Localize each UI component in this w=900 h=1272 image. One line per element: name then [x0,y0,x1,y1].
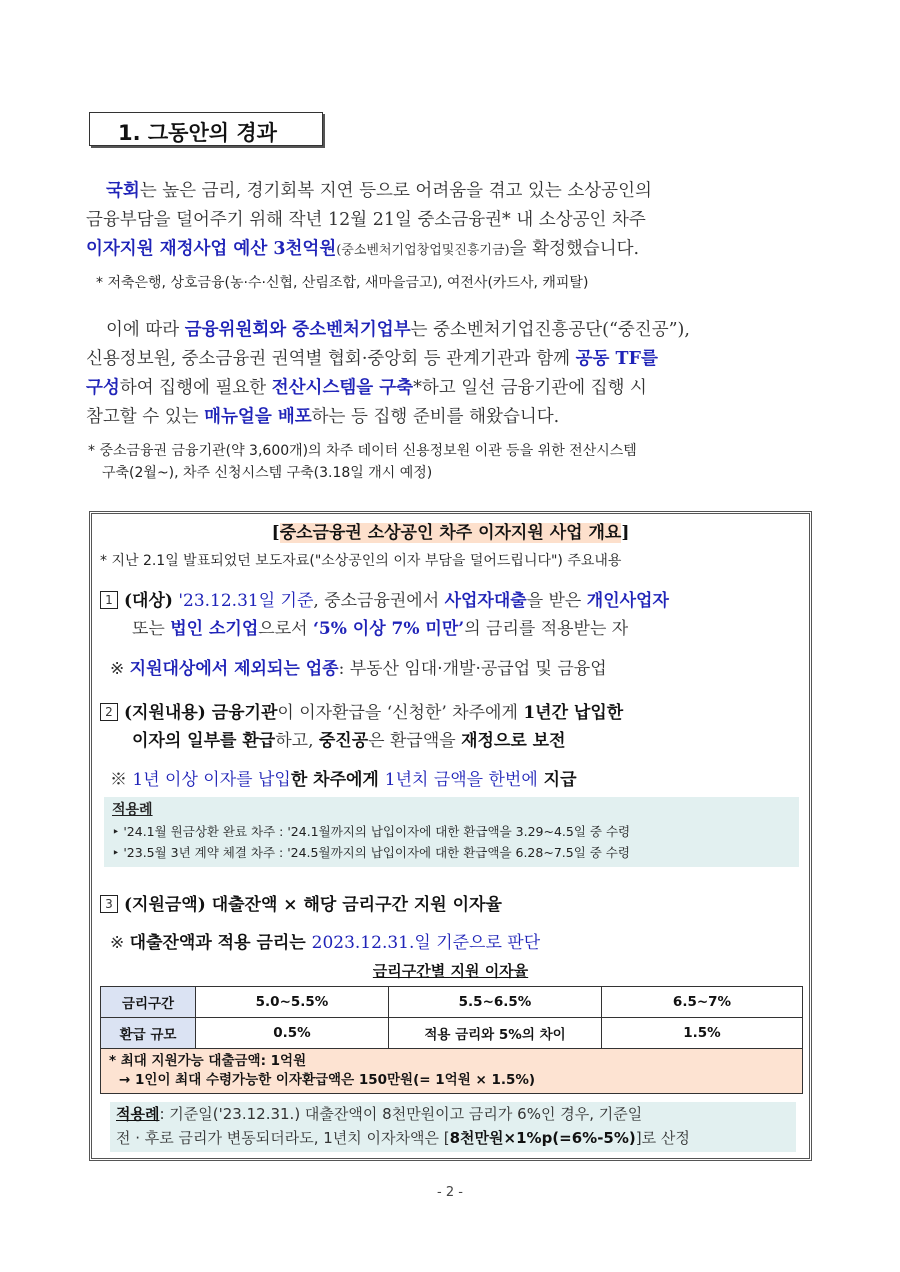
table-cell: 6.5~7% [602,987,803,1018]
item2-line2 [132,726,566,751]
para2-manual: 매뉴얼을 배포 [204,407,312,427]
item3-example-title: 적용례 [116,1105,160,1123]
number-box-icon: 3 [100,895,118,913]
item2-institution: 금융기관 [205,703,278,723]
table-cell: 5.5~6.5% [389,987,602,1018]
table-note [101,1049,803,1094]
reference-mark-icon: ※ [110,770,133,790]
item1-date: '23.12.31일 기준 [172,591,314,611]
item1-corp: 법인 소기업 [170,619,259,639]
paragraph-1 [86,177,816,265]
number-box-icon: 1 [100,591,118,609]
para2-line4 [86,403,816,432]
reference-mark-icon: ※ [110,659,130,679]
para2-line3 [86,374,816,403]
item2-fiscal: 재정으로 보전 [461,731,566,751]
item2-refund: 이자의 일부를 환급 [132,731,276,751]
item2-paid: 1년간 납입한 [523,703,624,723]
item2-ref-b: 한 차주에게 [290,770,385,790]
item1-line2 [132,614,628,639]
summary-box-title [92,518,809,543]
para1-line3 [86,235,816,265]
para2-agencies: 금융위원회와 중소벤처기업부 [184,320,411,340]
item2-agency: 중진공 [318,731,369,751]
item1-loan: 사업자대출 [444,591,527,611]
table-note-line1: * 최대 지원가능 대출금액: 1억원 [109,1053,307,1069]
item1-text: 또는 [132,619,171,639]
number-box-icon: 2 [100,703,118,721]
item1-line1 [100,586,669,611]
para2-text: 신용정보원, 중소금융권 권역별 협회·중앙회 등 관계기관과 함께 [86,349,576,369]
item1-text: 으로서 [258,619,313,639]
item3-ref-b: 2023.12.31.일 기준으로 판단 [311,933,541,953]
paragraph-2 [86,316,816,432]
para2-text: 이에 따라 [106,320,185,340]
summary-subnote: * 지난 2.1일 발표되었던 보도자료("소상공인의 이자 부담을 덜어드립니다") 주요내용 [100,553,622,569]
table-row [101,1018,803,1049]
item1-excluded: 지원대상에서 제외되는 업종 [129,659,339,679]
item2-text: 이 이자환급을 ‘신청한’ 차주에게 [277,703,524,723]
item1-tag: (대상) [124,591,173,611]
para1-emphasis: 국회 [106,181,140,201]
item3-example-text: : 기준일('23.12.31.) 대출잔액이 8천만원이고 금리가 6%인 경우, 기준일 [159,1105,643,1123]
item1-text: : 부동산 임대·개발·공급업 및 금융업 [338,659,607,679]
item1-rate: ‘5% 이상 7% 미만’ [312,619,465,639]
item2-ref-c: 1년치 금액을 한번에 [384,770,538,790]
para2-line2 [86,345,816,374]
bracket-close: ] [621,523,630,543]
section-title: 1. 그동안의 경과 [89,112,323,146]
item3-line1 [100,890,502,915]
item3-example-text: ]로 산정 [635,1129,690,1147]
item3-formula: 대출잔액 × 해당 금리구간 지원 이자율 [205,895,502,915]
example-row: ‣ '24.1월 원금상환 완료 차주 : '24.1월까지의 납입이자에 대한 환급액을 3.29~4.5일 중 수령 [112,824,631,839]
page-number: - 2 - [437,1185,463,1200]
para2-footnote-line2: 구축(2월~), 차주 신청시스템 구축(3.18일 개시 예정) [102,465,433,481]
summary-box [89,511,812,1161]
item3-example-line2 [116,1126,790,1150]
item2-text: 은 환급액을 [368,731,462,751]
para1-fund: (중소벤처기업창업및진흥기금) [336,243,510,258]
item1-text: , 중소금융권에서 [313,591,445,611]
item2-ref-a: 1년 이상 이자를 납입 [132,770,291,790]
table-header-cell: 금리구간 [101,987,196,1018]
para2-line1 [86,316,816,345]
para2-footnote-line1: * 중소금융권 금융기관(약 3,600개)의 차주 데이터 신용정보원 이관 등을 위한 전산시스템 [88,443,637,459]
item3-example-calc: 8천만원×1%p(=6%-5%) [449,1129,636,1147]
item2-line1 [100,698,623,723]
para1-line1 [86,177,816,206]
table-cell: 0.5% [196,1018,389,1049]
item3-tag: (지원금액) [124,895,206,915]
para1-text: 는 높은 금리, 경기회복 지연 등으로 어려움을 겪고 있는 소상공인의 [139,181,652,201]
para2-system: 전산시스템을 구축 [271,378,414,398]
item1-text: 을 받은 [526,591,587,611]
item1-text: 의 금리를 적용받는 자 [464,619,629,639]
rate-table-title: 금리구간별 지원 이자율 [372,962,529,980]
rate-table [100,986,803,1094]
item3-ref-a: 대출잔액과 적용 금리는 [129,933,312,953]
item1-individual: 개인사업자 [586,591,669,611]
table-row [101,987,803,1018]
para2-footnote [88,440,818,484]
para2-text: 는 중소벤처기업진흥공단(“중진공”), [410,320,690,340]
para2-text: *하고 일선 금융기관에 집행 시 [413,378,647,398]
summary-title-text: 중소금융권 소상공인 차주 이자지원 사업 개요 [279,523,622,543]
table-note-line2: → 1인이 최대 수령가능한 이자환급액은 150만원(= 1억원 × 1.5%) [119,1072,536,1088]
item3-example-box [110,1102,796,1152]
item3-ref [110,928,540,953]
para2-text: 참고할 수 있는 [86,407,205,427]
table-cell: 적용 금리와 5%의 차이 [389,1018,602,1049]
para2-tf-end: 구성 [86,378,120,398]
para1-line2: 금융부담을 덜어주기 위해 작년 12월 21일 중소금융권* 내 소상공인 차주 [86,210,646,230]
item3-example-text: 전 · 후로 금리가 변동되더라도, 1년치 이자차액은 [ [116,1129,450,1147]
para2-tf: 공동 TF를 [575,349,658,369]
para1-footnote: * 저축은행, 상호금융(농·수·신협, 산림조합, 새마을금고), 여전사(카드사, 캐피탈) [96,275,589,291]
item3-example-line1 [116,1102,790,1126]
para1-text-end: 을 확정했습니다. [509,239,640,259]
para1-budget: 이자지원 재정사업 예산 3천억원 [86,239,337,259]
table-cell: 5.0~5.5% [196,987,389,1018]
para2-text: 하는 등 집행 준비를 해왔습니다. [311,407,560,427]
table-header-cell: 환급 규모 [101,1018,196,1049]
para2-text: 하여 집행에 필요한 [119,378,272,398]
item2-text: 하고, [275,731,319,751]
item2-ref-d: 지급 [537,770,577,790]
table-cell: 1.5% [602,1018,803,1049]
item2-tag: (지원내용) [124,703,206,723]
bracket-open: [ [271,523,280,543]
reference-mark-icon: ※ [110,933,130,953]
table-row [101,1049,803,1094]
item2-ref [110,765,577,790]
item1-ref [110,654,607,679]
item2-example-box [104,797,799,867]
example-row: ‣ '23.5월 3년 계약 체결 차주 : '24.5월까지의 납입이자에 대한 환급액을 6.28~7.5일 중 수령 [112,845,630,860]
item2-example-title: 적용례 [112,802,153,818]
